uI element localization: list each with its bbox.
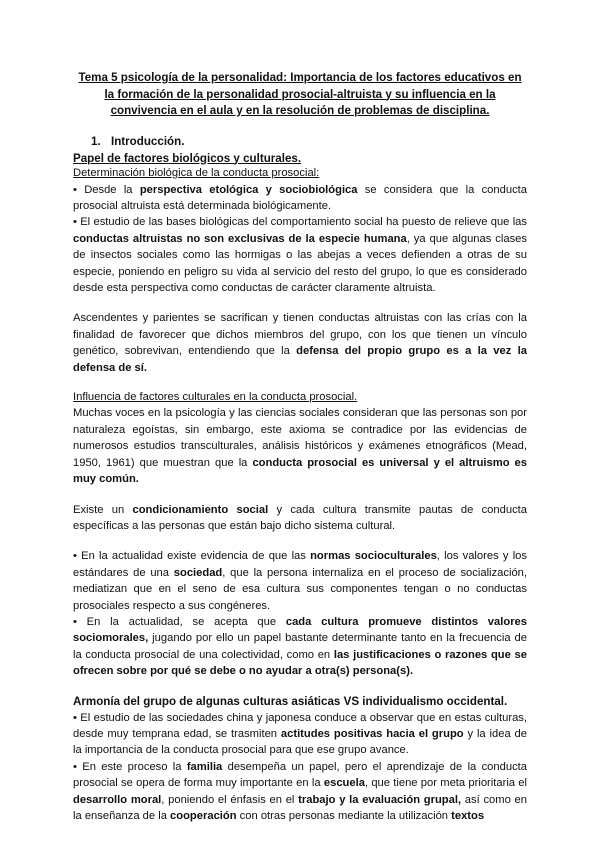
paragraph-cult-3: • En la actualidad existe evidencia de que las normas socioculturales, los valores y los estándares de una sociedad, que la persona internaliza en el proceso de socialización, mediatizan que en el seno de esa cultura sus componentes tengan o no conductas prosociales respecto a sus congéneres. [73, 550, 527, 612]
paragraph-arm-2: • En este proceso la familia desempeña un papel, pero el aprendizaje de la conducta prosocial se opera de forma muy importante en la escuela, que tiene por meta prioritaria el desarrollo moral, poniendo el énfasis en el trabajo y la evaluación grupal, así como en la enseñanza de la cooperación con otras personas mediante la utilización textos [73, 760, 528, 822]
subheading-biologica: Determinación biológica de la conducta prosocial: [73, 167, 320, 179]
section-heading-introduccion [91, 134, 527, 150]
section-title: Introducción. [111, 134, 185, 148]
paragraph-cult-1: Muchas voces en la psicología y las ciencias sociales consideran que las personas son por naturaleza egoístas, sin embargo, este axioma se contradice por las evidencias de numerosos estudios transculturales, análisis históricos y exámenes etnográficos (Mead, 1950, 1961) que muestran que la conducta prosocial es universal y el altruismo es muy común. [73, 407, 527, 486]
paragraph-bio-2: • El estudio de las bases biológicas del comportamiento social ha puesto de relieve que las conductas altruistas no son exclusivas de la especie humana, ya que algunas clases de insectos sociales como las hormigas o las abejas a veces defienden a otras de su especie, poniendo en peligro su vida al servicio del resto del grupo, lo que es considerado desde esta perspectiva como conductas de carácter claramente altruista. [73, 216, 527, 294]
subheading-armonia: Armonía del grupo de algunas culturas asiáticas VS individualismo occidental. [73, 694, 508, 708]
section-number: 1. [91, 134, 101, 148]
subheading-cultural: Influencia de factores culturales en la conducta prosocial. [73, 390, 358, 403]
paragraph-bio-1: • Desde la perspectiva etológica y sociobiológica se considera que la conducta prosocial altruista está determinada biológicamente. [73, 183, 527, 212]
subheading-factores: Papel de factores biológicos y culturales. [73, 151, 302, 165]
paragraph-cult-4: • En la actualidad, se acepta que cada cultura promueve distintos valores sociomorales, jugando por ello un papel bastante determinante tanto en la frecuencia de la conducta prosocial de una colectividad, como en las justificaciones o razones que se ofrecen sobre por qué se debe o no ayudar a otra(s) persona(s). [73, 615, 527, 678]
document-title: Tema 5 psicología de la personalidad: Importancia de los factores educativos en la formación de la personalidad prosocial-altruista y su influencia en la convivencia en el aula y en la resolución de problemas de disciplina. [78, 71, 522, 117]
paragraph-arm-1: • El estudio de las sociedades china y japonesa conduce a observar que en estas culturas, desde muy temprana edad, se trasmiten actitudes positivas hacia el grupo y la idea de la importancia de la conducta prosocial para que ese grupo avance. [73, 711, 527, 757]
paragraph-cult-2: Existe un condicionamiento social y cada cultura transmite pautas de conducta específicas a las personas que están bajo dicho sistema cultural. [73, 503, 527, 532]
paragraph-bio-3: Ascendentes y parientes se sacrifican y tienen conductas altruistas con las crías con la finalidad de favorecer que dichos miembros del grupo, con los que tienen un vínculo genético, sobrevivan, entendiendo que la defensa del propio grupo es a la vez la defensa de sí. [73, 312, 527, 374]
